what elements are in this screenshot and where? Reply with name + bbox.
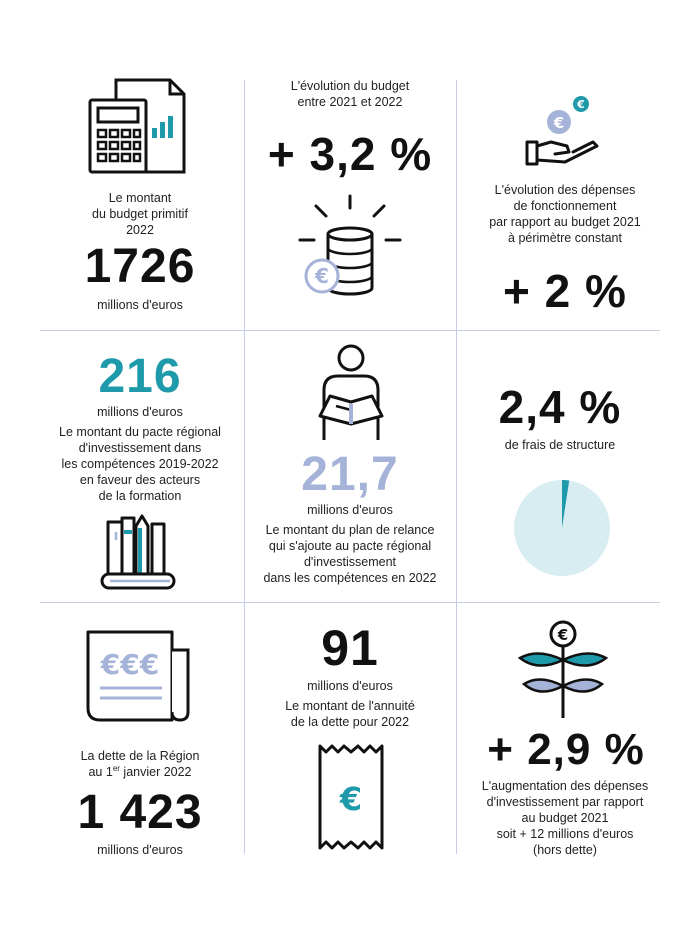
budget-value: 1726 <box>84 240 196 293</box>
reader-person-icon <box>316 344 386 442</box>
svg-text:€: € <box>577 98 585 111</box>
dette-value: 1 423 <box>77 786 203 839</box>
dette-unit: millions d'euros <box>97 843 183 857</box>
structure-value: 2,4 % <box>498 381 622 433</box>
svg-text:€: € <box>315 264 329 288</box>
svg-text:€: € <box>553 114 565 132</box>
receipt-icon <box>318 744 384 850</box>
budget-unit: millions d'euros <box>97 298 183 312</box>
pacte-label: Le montant du pacte régional d'investissement dans les compétences 2019-2022 en faveur des acteurs de la formation <box>59 425 221 503</box>
structure-pie-chart <box>513 479 611 577</box>
investissement-value: + 2,9 % <box>487 725 645 774</box>
divider-vertical-2 <box>456 80 457 854</box>
fonctionnement-value: + 2 % <box>503 265 627 317</box>
calculator-document-icon <box>88 78 188 174</box>
pacte-value: 216 <box>98 350 182 403</box>
divider-vertical-1 <box>244 80 245 854</box>
receipt-icon-text: € <box>339 780 363 818</box>
dette-label: La dette de la Région au 1er janvier 2022 <box>80 749 200 779</box>
coin-stack-icon <box>300 196 400 296</box>
budget-label: Le montant du budget primitif 2022 <box>92 191 188 237</box>
hand-coins-icon <box>525 94 605 166</box>
annuite-unit: millions d'euros <box>307 679 393 693</box>
annuite-label: Le montant de l'annuité de la dette pour 2022 <box>285 699 415 729</box>
newspaper-icon-text: €€€ <box>100 648 160 681</box>
books-icon <box>100 514 180 592</box>
annuite-value: 91 <box>321 620 379 676</box>
growing-plant-icon <box>518 620 608 720</box>
evolution-value: + 3,2 % <box>267 128 433 180</box>
divider-horizontal-2 <box>40 602 660 603</box>
relance-value: 21,7 <box>301 448 399 501</box>
evolution-label: L'évolution du budget entre 2021 et 2022 <box>290 79 410 109</box>
newspaper-icon <box>86 630 194 722</box>
divider-horizontal-1 <box>40 330 660 331</box>
structure-label: de frais de structure <box>504 438 616 452</box>
svg-text:€: € <box>557 626 569 644</box>
pacte-unit: millions d'euros <box>97 405 183 419</box>
relance-label: Le montant du plan de relance qui s'ajoute au pacte régional d'investissement dans les compétences en 2022 <box>263 523 437 585</box>
investissement-label: L'augmentation des dépenses d'investissement par rapport au budget 2021 soit + 12 millions d'euros (hors dette) <box>481 779 649 857</box>
relance-unit: millions d'euros <box>307 503 393 517</box>
fonctionnement-label: L'évolution des dépenses de fonctionnement par rapport au budget 2021 à périmètre constant <box>489 183 641 245</box>
